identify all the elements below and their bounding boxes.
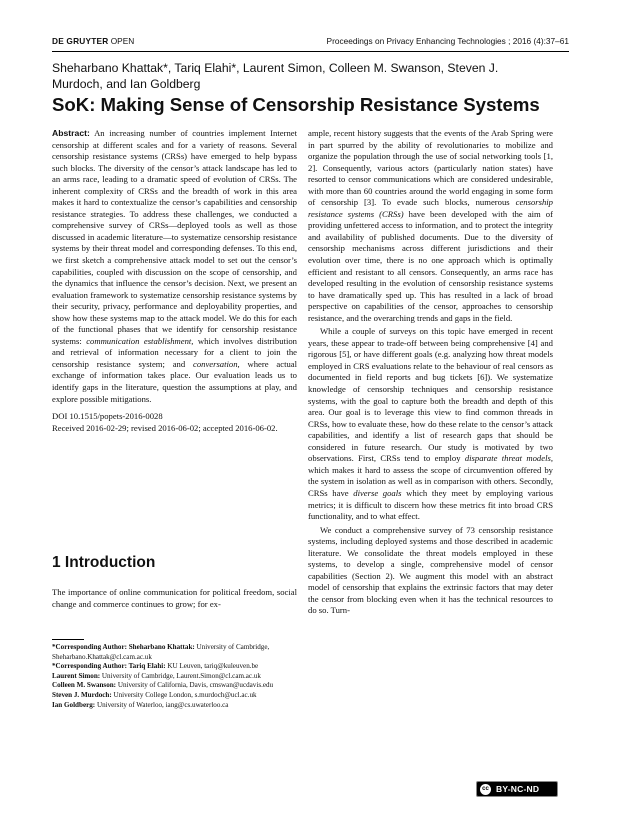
body-paragraph: We conduct a comprehensive survey of 73 censorship resistance systems, including deployed systems and those described in academic literature. We consolidate the threat models employed in these systems, to develop a single, comprehensive model of censor capabilities (Section 2). We augment this model with an abstract model of censorship that explains the extrinsic factors that may deter the censor from blocking even when it has the technical resources to do so. Turn- (308, 524, 553, 616)
header-rule (52, 51, 569, 52)
footnote-item: Colleen M. Swanson: University of California, Davis, cmswan@ucdavis.edu (52, 681, 274, 690)
author-list: Sheharbano Khattak*, Tariq Elahi*, Laurent Simon, Colleen M. Swanson, Steven J. Murdoch, and Ian Goldberg (52, 61, 499, 91)
publisher-name: DE GRUYTER OPEN (52, 36, 135, 46)
cc-license-badge[interactable] (476, 781, 558, 797)
right-column (308, 128, 553, 617)
license-text: BY-NC-ND (496, 784, 540, 794)
creative-commons-icon: cc (480, 784, 491, 795)
body-paragraph: ample, recent history suggests that the events of the Arab Spring were in part spurred by the ability of revolutionaries to mobilize and organize the population through the use of social networking tools [1, 2]. Consequently, various actors (particularly nation states) have resorted to censor communications which are considered undesirable, with more than 60 countries around the world engaging in some form of censorship [3]. To evade such blocks, numerous censorship resistance systems (CRSs) have been developed with the aim of providing unfettered access to information, and to protect the integrity and availability of published documents. Due to the diversity of censorship mechanisms across different jurisdictions and their evolution over time, there is no one approach which is optimally efficient and resistant to all censors. Consequently, an arms race has developed resulting in the evolution of censorship resistance systems to have dramatically sped up. This has resulted in a lack of broad perspective on capabilities of the censor, approaches to censorship resistance, and the overarching trends and gaps in the field. (308, 128, 553, 323)
paper-title: SoK: Making Sense of Censorship Resistance Systems (52, 94, 540, 115)
section-heading: 1 Introduction (52, 554, 156, 571)
abstract: Abstract: An increasing number of countries implement Internet censorship at different scales and for a variety of reasons. Several censorship resistance systems (CRSs) have emerged to help bypass such blocks. The diversity of the censor’s attack landscape has led to an arms race, leading to a dramatic speed of evolution of CRSs. The inherent complexity of CRSs and the breadth of work in this area makes it hard to contextualize the censor’s capabilities and censorship resistance strategies. To address these challenges, we conducted a comprehensive survey of CRSs—deployed tools as well as those discussed in academic literature—to systematize censorship resistance systems by their threat model and corresponding defenses. To this end, we first sketch a comprehensive attack model to set out the censor’s capabilities, coupled with discussion on the scope of censorship, and the dynamics that influence the censor’s decision. Next, we present an evaluation framework to systematize censorship resistance systems by their security, privacy, performance and deployability properties, and show how these systems map to the attack model. We do this for each of the functional phases that we identify for censorship resistance systems: communication establishment, which involves distribution and retrieval of information necessary for a client to join the censorship resistance system; and conversation, where actual exchange of information takes place. Our evaluation leads us to identify gaps in the literature, question the assumptions at play, and explore possible mitigations. (52, 128, 297, 404)
author-footnotes (52, 643, 297, 710)
footnote-rule (52, 639, 84, 640)
footnote-item: Laurent Simon: University of Cambridge, Laurent.Simon@cl.cam.ac.uk (52, 671, 261, 680)
journal-citation: Proceedings on Privacy Enhancing Technologies ; 2016 (4):37–61 (326, 36, 569, 46)
received-dates: Received 2016-02-29; revised 2016-06-02; accepted 2016-06-02. (52, 422, 278, 433)
footnote-item: *Corresponding Author: Tariq Elahi: KU Leuven, tariq@kuleuven.be (52, 662, 259, 671)
footnote-item: Ian Goldberg: University of Waterloo, iang@cs.uwaterloo.ca (52, 700, 229, 709)
running-header (52, 36, 569, 50)
doi: DOI 10.1515/popets-2016-0028 (52, 411, 163, 422)
footnote-item: Steven J. Murdoch: University College London, s.murdoch@ucl.ac.uk (52, 690, 257, 699)
intro-paragraph: The importance of online communication for political freedom, social change and commerce continues to grow; for ex- (52, 587, 297, 609)
left-column (52, 128, 297, 434)
footnote-item: *Corresponding Author: Sheharbano Khattak: University of Cambridge, Sheharbano.Khattak@cl.cam.ac.uk (52, 643, 270, 661)
body-paragraph: While a couple of surveys on this topic have emerged in recent years, these appear to trade-off between being comprehensive [4] and rigorous [5], or have different goals (e.g. analyzing how threat models employed in CRS evaluations relate to the behaviour of real censors as documented in field reports and bug tickets [6]). We systematize knowledge of censorship techniques and censorship resistance systems, with the goal to capture both the breadth and depth of this area. Our goal is to leverage this view to find common threads in CRSs, how to evaluate these, how do these relate to the censor’s attack capabilities, and identify a list of research gaps that should be considered in future research. Our study is motivated by two observations. First, CRSs tend to employ disparate threat models, which makes it hard to assess the scope of circumvention offered by the system in isolation as well as in comparison with others. Secondly, CRSs have diverse goals which they meet by employing various metrics; it is difficult to discern how these metrics fit into broad CRS functionality, and to what effect. (308, 326, 553, 522)
abstract-label: Abstract: (52, 128, 90, 138)
